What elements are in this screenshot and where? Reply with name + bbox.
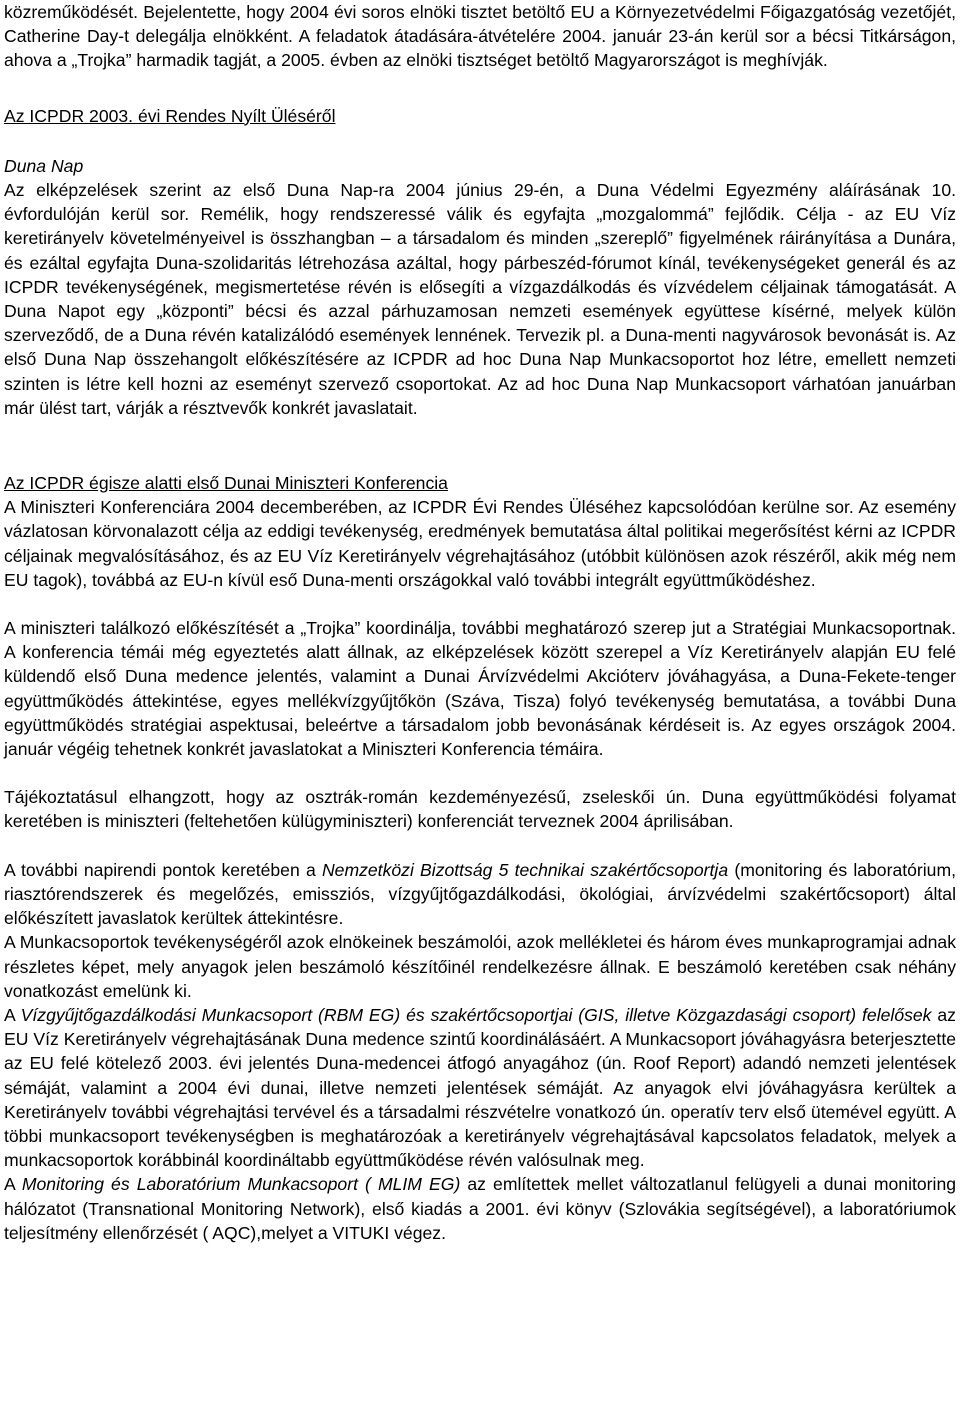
intro-paragraph: közreműködését. Bejelentette, hogy 2004 évi soros elnöki tisztet betöltő EU a Környezetvédelmi Főigazgatóság vezetőjét, Catherine Day-t delegálja elnökként. A feladatok átadására-átvételére 2004. január 23-án kerül sor a bécsi Titkárságon, ahova a „Trojka” harmadik tagját, a 2005. évben az elnöki tisztséget betöltő Magyarországot is meghívják.	[4, 2, 956, 71]
rbm-eg-paragraph	[4, 1003, 956, 1172]
section-heading-ministerial-conference: Az ICPDR égisze alatti első Dunai Miniszteri Konferencia	[4, 473, 448, 494]
mlim-eg-title-text: Monitoring és Laboratórium Munkacsoport ( MLIM EG)	[21, 1174, 461, 1195]
mlim-eg-detail-text: az említettek mellet változatlanul felügyeli a dunai monitoring hálózatot (Transnational Monitoring Network), első kiadás a 2001. évi könyv (Szlovákia segítségével), a laboratóriumok teljesítmény ellenőrzését ( AQC),melyet a VITUKI végez.	[4, 1174, 957, 1243]
rbm-eg-intro-text: A	[4, 1004, 21, 1025]
mlim-eg-intro-text: A	[4, 1174, 22, 1195]
working-groups-paragraph: A Munkacsoportok tevékenységéről azok elnökeinek beszámolói, azok mellékletei és három éves munkaprogramjai adnak részletes képet, mely anyagok jelen beszámoló készítőinél rendelkezésre állnak. E beszámoló keretében csak néhány vonatkozást emelünk ki.	[4, 932, 956, 1001]
duna-nap-goal-text: Célja - az EU Víz keretirányelv követelményeivel is összhangban – a társadalom és minden „szereplő” figyelmének ráirányítása a Dunára, és ezáltal egyfajta Duna-szolidaritás létrehozása azáltal, hogy párbeszéd-fórumot kínál, tevékenységeket generál és az ICPDR tevékenységének, megismertetése révén is elősegíti a vízgazdálkodás és vízvédelem céljainak támogatását. A Duna Napot egy „központi” bécsi és azzal párhuzamosan nemzeti események együttese kísérné, melyek külön szerveződő, de a Duna révén katalizálódó események lennének. Tervezik pl. a Duna-menti nagyvárosok bevonását is. Az első Duna Nap összehangolt előkészítésére az ICPDR ad hoc Duna Nap Munkacsoportot hoz létre, emellett nemzeti szinten is létre kell hozni az eseményt szervező csoportokat. Az ad hoc Duna Nap Munkacsoport várhatóan januárban már ülést tart, várják a résztvevők konkrét javaslatait.	[4, 204, 957, 418]
document-page	[4, 0, 956, 1245]
duna-nap-paragraph	[4, 178, 956, 420]
rbm-eg-detail-text: az EU Víz Keretirányelv végrehajtásának Duna medence szintű koordinálásáért. A Munkacsoport jóváhagyásra beterjesztette az EU felé kötelező 2003. évi jelentés Duna-medencei átfogó anyagához (ún. Roof Report) adandó nemzeti jelentések sémáját, valamint a 2004 évi dunai, illetve nemzeti jelentések sémáját. Az anyagok elvi jóváhagyásra kerültek a Keretirányelv további végrehajtási tervével és a társadalmi részvételre vonatkozó ún. operatív terv első ütemével együtt. A többi munkacsoport tevékenységben is meghatározóak a keretirányelv végrehajtásával kapcsolatos feladatok, melyek a munkacsoportok korábbinál koordináltabb együttműködése révén valósulnak meg.	[4, 1004, 956, 1171]
expert-groups-paragraph	[4, 858, 956, 931]
duna-nap-movement-text: Remélik, hogy rendszeressé válik és egyfajta „mozgalommá” fejlődik.	[189, 204, 785, 225]
expert-groups-detail-text: (monitoring és laboratórium, riasztórendszerek és megelőzés, emissziós, vízgyűjtőgazdálkodási, ökológiai, árvízvédelmi szakértőcsoport) által előkészített javaslatok kerültek áttekintésre.	[4, 859, 956, 929]
section-heading-icpdr-2003-session: Az ICPDR 2003. évi Rendes Nyílt Üléséről	[4, 105, 336, 126]
expert-groups-title-text: Nemzetközi Bizottság 5 technikai szakértőcsoportja	[321, 859, 729, 880]
rbm-eg-title-text: Vízgyűjtőgazdálkodási Munkacsoport (RBM EG) és szakértőcsoportjai (GIS, illetve Közgazdasági csoport) felelősek	[20, 1004, 932, 1025]
trojka-paragraph: A miniszteri találkozó előkészítését a „Trojka” koordinálja, további meghatározó szerep jut a Stratégiai Munkacsoportnak. A konferencia témái még egyeztetés alatt állnak, az elképzelések között szerepel a Víz Keretirányelv alapján EU felé küldendő első Duna medence jelentés, valamint a Dunai Árvízvédelmi Akcióterv jóváhagyása, a Duna-Fekete-tenger együttműködés áttekintése, egyes mellékvízgyűjtőkön (Száva, Tisza) folyó tevékenység bemutatása, a további Duna együttműködés stratégiai aspektusai, beleértve a társadalom jobb bevonásának kérdéseit is. Az egyes országok 2004. január végéig tehetnek konkrét javaslatokat a Miniszteri Konferencia témáira.	[4, 618, 956, 760]
subheading-duna-nap: Duna Nap	[4, 155, 84, 176]
duna-nap-date-text: Az elképzelések szerint az első Duna Nap-ra 2004 június 29-én, a Duna Védelmi Egyezmény aláírásának 10. évfordulóján kerül sor.	[4, 180, 956, 225]
expert-groups-intro-text: A további napirendi pontok keretében a	[4, 859, 322, 880]
ministerial-conference-paragraph: A Miniszteri Konferenciára 2004 decemberében, az ICPDR Évi Rendes Üléséhez kapcsolódóan kerülne sor. Az esemény vázlatosan körvonalazott célja az eddigi tevékenység, eredmények bemutatása által politikai megerősítést kérni az ICPDR céljainak megvalósításához, és az EU Víz Keretirányelv végrehajtásához (utóbbit különösen azok részéről, akik még nem EU tagok), továbbá az EU-n kívül eső Duna-menti országokkal való további integrált együttműködéshez.	[4, 497, 956, 590]
zseleskoi-paragraph: Tájékoztatásul elhangzott, hogy az osztrák-román kezdeményezésű, zseleskői ún. Duna együttműködési folyamat keretében is miniszteri (feltehetően külügyminiszteri) konferenciát terveznek 2004 áprilisában.	[4, 787, 956, 832]
mlim-eg-paragraph	[4, 1172, 956, 1245]
